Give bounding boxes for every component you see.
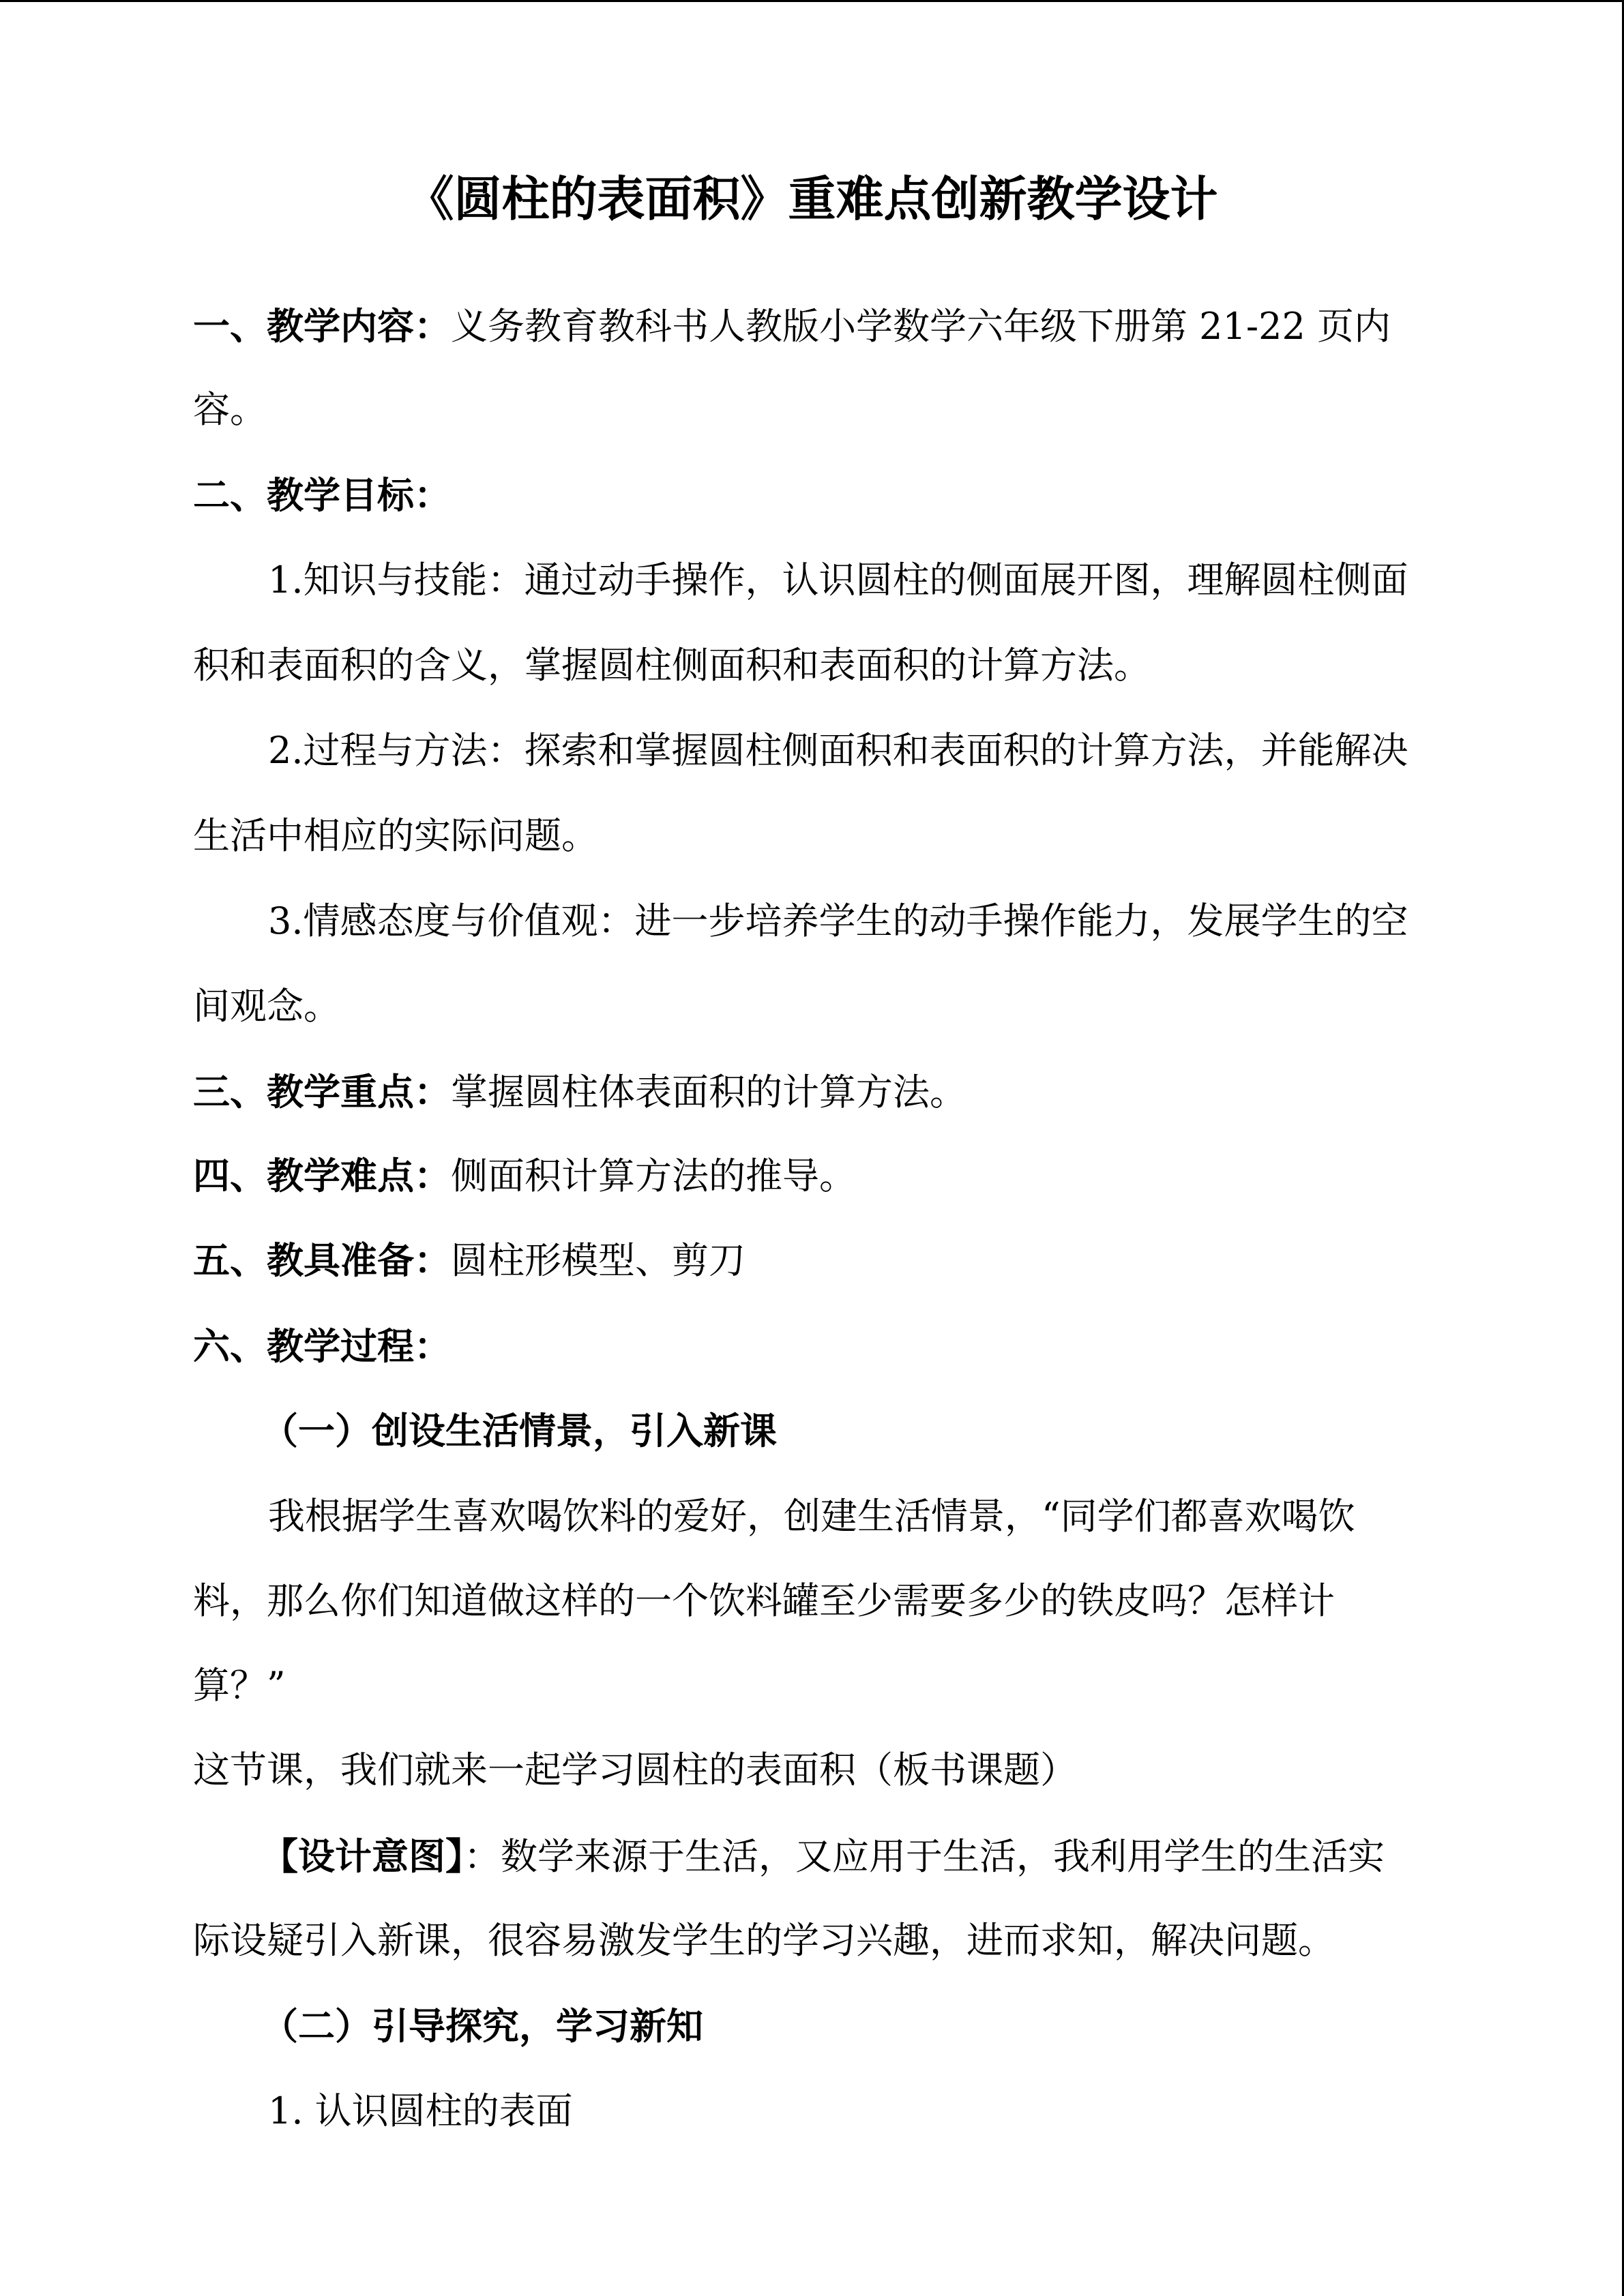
section-1-heading: 一、教学内容： xyxy=(193,304,451,348)
paragraph-1-line-3: 算？” xyxy=(193,1664,286,1707)
design-intent-heading: 【设计意图】 xyxy=(261,1834,464,1878)
paragraph-1-line-1: 我根据学生喜欢喝饮料的爱好，创建生活情景，“同学们都喜欢喝饮 xyxy=(268,1495,1355,1538)
section-4-heading: 四、教学难点： xyxy=(193,1154,451,1197)
document-title: 《圆柱的表面积》重难点创新教学设计 xyxy=(406,170,1218,227)
goal-1-line-2: 积和表面积的含义，掌握圆柱侧面积和表面积的计算方法。 xyxy=(193,644,1151,687)
section-1-line-1 xyxy=(193,295,1391,357)
goal-1-line-1: 1.知识与技能：通过动手操作，认识圆柱的侧面展开图，理解圆柱侧面 xyxy=(268,558,1408,601)
section-5-heading: 五、教具准备： xyxy=(193,1238,451,1282)
section-3-line xyxy=(193,1061,966,1123)
part-1-heading: （一）创设生活情景，引入新课 xyxy=(261,1409,777,1452)
section-5-line xyxy=(193,1229,745,1292)
paragraph-2: 这节课，我们就来一起学习圆柱的表面积（板书课题） xyxy=(193,1748,1077,1791)
section-3-heading: 三、教学重点： xyxy=(193,1070,451,1114)
design-intent-line-2: 际设疑引入新课，很容易激发学生的学习兴趣，进而求知，解决问题。 xyxy=(193,1919,1335,1962)
section-2-heading: 二、教学目标： xyxy=(193,473,451,517)
top-border-line xyxy=(0,0,1624,2)
goal-3-line-1: 3.情感态度与价值观：进一步培养学生的动手操作能力，发展学生的空 xyxy=(268,899,1408,942)
section-3-text: 掌握圆柱体表面积的计算方法。 xyxy=(451,1071,966,1114)
goal-2-line-1: 2.过程与方法：探索和掌握圆柱侧面积和表面积的计算方法，并能解决 xyxy=(268,729,1408,772)
section-4-line xyxy=(193,1145,856,1207)
paragraph-1-line-2: 料，那么你们知道做这样的一个饮料罐至少需要多少的铁皮吗？怎样计 xyxy=(193,1579,1335,1622)
section-1-text: 义务教育教科书人教版小学数学六年级下册第 21-22 页内 xyxy=(451,305,1391,348)
item-1-heading: 1. 认识圆柱的表面 xyxy=(268,2089,573,2132)
section-5-text: 圆柱形模型、剪刀 xyxy=(451,1239,745,1282)
section-4-text: 侧面积计算方法的推导。 xyxy=(451,1154,856,1197)
part-2-heading: （二）引导探究，学习新知 xyxy=(261,2004,703,2048)
design-intent-text: ：数学来源于生活，又应用于生活，我利用学生的生活实 xyxy=(464,1835,1385,1878)
design-intent-line-1 xyxy=(261,1825,1385,1888)
section-1-line-2: 容。 xyxy=(193,388,267,431)
goal-2-line-2: 生活中相应的实际问题。 xyxy=(193,814,598,857)
goal-3-line-2: 间观念。 xyxy=(193,985,340,1028)
section-6-heading: 六、教学过程： xyxy=(193,1324,451,1368)
